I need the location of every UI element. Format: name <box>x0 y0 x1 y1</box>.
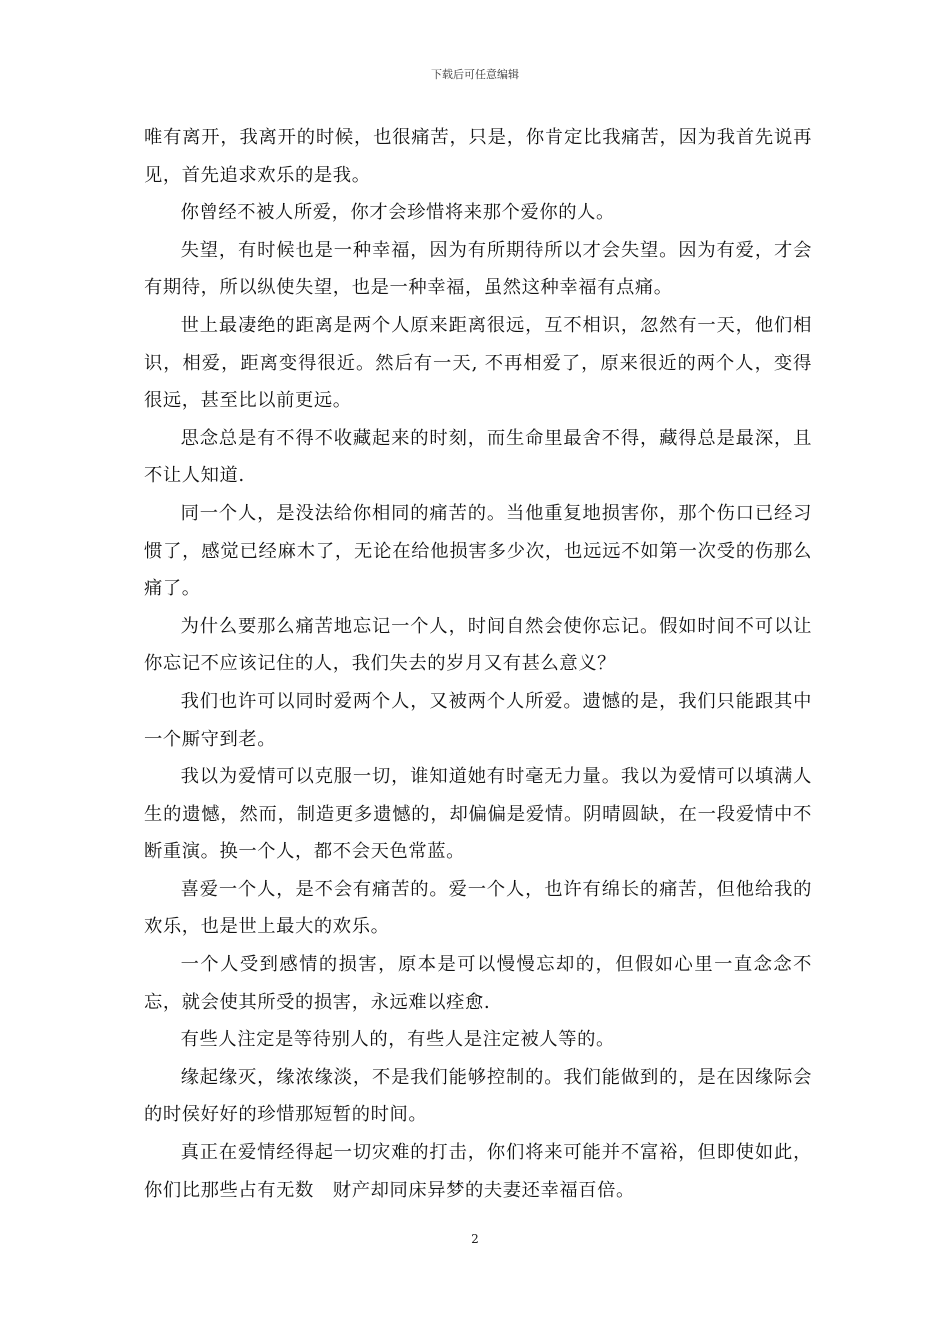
paragraph: 有些人注定是等待别人的，有些人是注定被人等的。 <box>180 1029 615 1051</box>
paragraph: 同一个人，是没法给你相同的痛苦的。当他重复地损害你，那个伤口已经习惯了，感觉已经麻木了，无论在给他损害多少次，也远远不如第一次受的伤那么痛了。 <box>144 502 812 600</box>
page-number: 2 <box>471 1232 479 1246</box>
paragraph: 真正在爱情经得起一切灾难的打击，你们将来可能并不富裕，但即使如此，你们比那些占有无数 财产却同床异梦的夫妻还幸福百倍。 <box>144 1142 812 1201</box>
paragraph: 你曾经不被人所爱，你才会珍惜将来那个爱你的人。 <box>180 202 615 224</box>
paragraph: 一个人受到感情的损害，原本是可以慢慢忘却的，但假如心里一直念念不忘，就会使其所受的损害，永远难以痊愈. <box>144 954 812 1013</box>
body-text <box>144 119 812 1209</box>
paragraph: 世上最凄绝的距离是两个人原来距离很远，互不相识，忽然有一天，他们相识，相爱，距离变得很近。然后有一天, 不再相爱了，原来很近的两个人，变得很远，甚至比以前更远。 <box>144 314 812 412</box>
paragraph: 为什么要那么痛苦地忘记一个人，时间自然会使你忘记。假如时间不可以让你忘记不应该记住的人，我们失去的岁月又有甚么意义？ <box>144 615 812 675</box>
paragraph: 失望，有时候也是一种幸福，因为有所期待所以才会失望。因为有爱，才会有期待，所以纵使失望，也是一种幸福，虽然这种幸福有点痛。 <box>144 239 812 299</box>
paragraph: 缘起缘灭，缘浓缘淡，不是我们能够控制的。我们能做到的，是在因缘际会的时侯好好的珍惜那短暂的时间。 <box>144 1066 812 1126</box>
paragraph: 我以为爱情可以克服一切，谁知道她有时毫无力量。我以为爱情可以填满人生的遗憾，然而，制造更多遗憾的，却偏偏是爱情。阴晴圆缺，在一段爱情中不断重演。换一个人，都不会天色常蓝。 <box>144 766 812 863</box>
paragraph: 思念总是有不得不收藏起来的时刻，而生命里最舍不得，藏得总是最深，且不让人知道. <box>144 427 812 487</box>
paragraph: 我们也许可以同时爱两个人，又被两个人所爱。遗憾的是，我们只能跟其中一个厮守到老。 <box>144 690 812 750</box>
paragraph-continued: 唯有离开，我离开的时候，也很痛苦，只是，你肯定比我痛苦，因为我首先说再见，首先追求欢乐的是我。 <box>144 127 812 186</box>
paragraph: 喜爱一个人，是不会有痛苦的。爱一个人，也许有绵长的痛苦，但他给我的欢乐，也是世上最大的欢乐。 <box>144 878 812 938</box>
page-header: 下载后可任意编辑 <box>431 68 519 81</box>
